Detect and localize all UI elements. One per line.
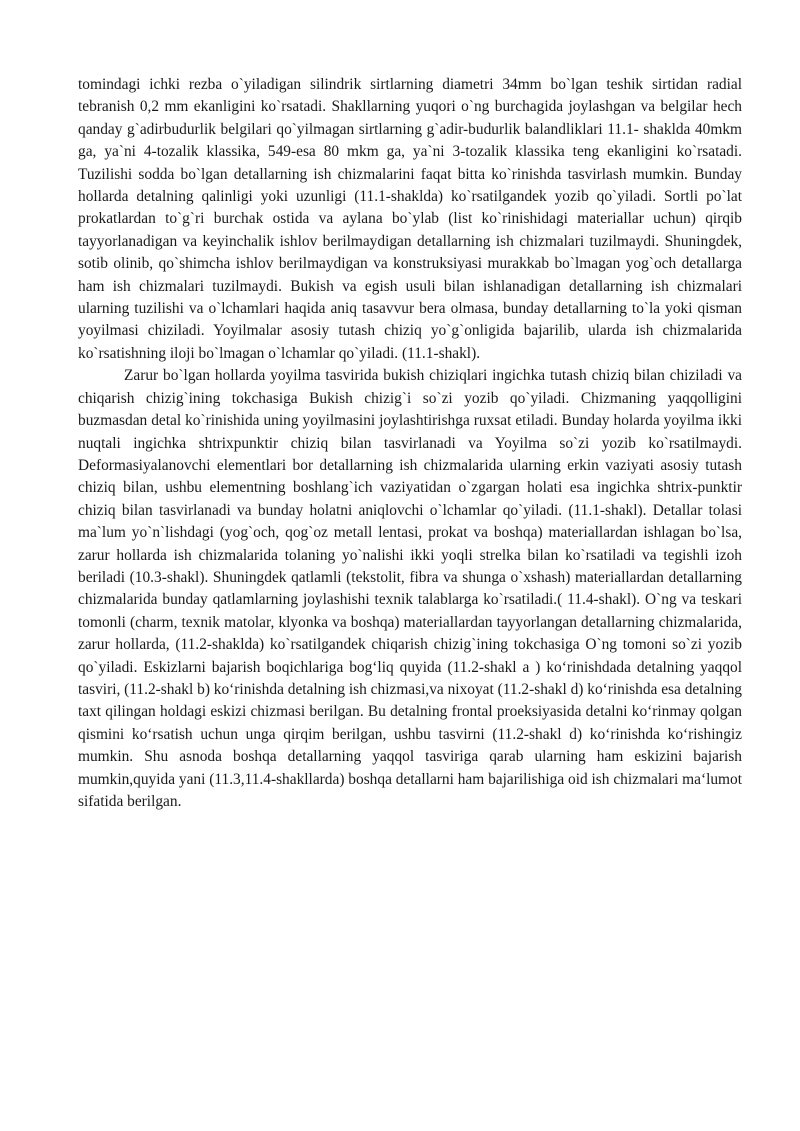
paragraph-2: Zarur bo`lgan hollarda yoyilma tasvirida bukish chiziqlari ingichka tutash chiziq bilan chiziladi va chiqarish chizig`ining tokchasiga Bukish chizig`i so`zi yozib qo`yiladi. Chizmaning yaqqolligini buzmasdan detal ko`rinishida uning yoyilmasini joylashtirishga ruxsat etiladi. Bunday holarda yoyilma ikki nuqtali ingichka shtrixpunktir chiziq bilan tasvirlanadi va Yoyilma so`zi yozib ko`rsatilmaydi. Deformasiyalanovchi elementlari bor detallarning ish chizmalarida ularning erkin vaziyati asosiy tutash chiziq bilan, ushbu elementning boshlang`ich vaziyatidan o`zgargan holati esa ingichka shtrix-punktir chiziq bilan tasvirlanadi va bunday holatni aniqlovchi o`lchamlar qo`yiladi. (11.1-shakl). Detallar tolasi ma`lum yo`n`lishdagi (yog`och, qog`oz metall lentasi, prokat va boshqa) materiallardan ishlagan bo`lsa, zarur hollarda ish chizmalarida tolaning yo`nalishi ikki yoqli strelka bilan ko`rsatiladi va tegishli izoh beriladi (10.3-shakl). Shuningdek qatlamli (tekstolit, fibra va shunga o`xshash) materiallardan detallarning chizmalarida bunday qatlamlarning joylashishi texnik talablarga ko`rsatiladi.( 11.4-shakl). O`ng va teskari tomonli (charm, texnik matolar, klyonka va boshqa) materiallardan tayyorlangan detallarning chizmalarida, zarur hollarda, (11.2-shaklda) ko`rsatilgandek chiqarish chizig`ining tokchasiga O`ng tomoni so`zi yozib qo`yiladi. Eskizlarni bajarish boqichlariga bog‘liq quyida (11.2-shakl a ) ko‘rinishdada detalning yaqqol tasviri, (11.2-shakl b) ko‘rinishda detalning ish chizmasi,va nixoyat (11.2-shakl d) ko‘rinishda esa detalning taxt qilingan holdagi eskizi chizmasi berilgan. Bu detalning frontal proeksiyasida detalni ko‘rinmay qolgan qismini ko‘rsatish uchun unga qirqim berilgan, ushbu tasvirni (11.2-shakl d) ko‘rinishda ko‘rishingiz mumkin. Shu asnoda boshqa detallarning yaqqol tasviriga qarab ularning ham eskizini bajarish mumkin,quyida yani (11.3,11.4-shakllarda) boshqa detallarni ham bajarilishiga oid ish chizmalari ma‘lumot sifatida berilgan.	[78, 367, 742, 810]
document-page	[78, 74, 742, 813]
paragraph-1: tomindagi ichki rezba o`yiladigan silindrik sirtlarning diametri 34mm bo`lgan teshik sirtidan radial tebranish 0,2 mm ekanligini ko`rsatadi. Shakllarning yuqori o`ng burchagida joylashgan va belgilar hech qanday g`adirbudurlik belgilari qo`yilmagan sirtlarning g`adir-budurlik balandliklari 11.1- shaklda 40mkm ga, ya`ni 4-tozalik klassika, 549-esa 80 mkm ga, ya`ni 3-tozalik klassika teng ekanligini ko`rsatadi. Tuzilishi sodda bo`lgan detallarning ish chizmalarini faqat bitta ko`rinishda tasvirlash mumkin. Bunday hollarda detalning qalinligi yoki uzunligi (11.1-shaklda) ko`rsatilgandek yozib qo`yiladi. Sortli po`lat prokatlardan to`g`ri burchak ostida va aylana bo`ylab (list ko`rinishidagi materiallar uchun) qirqib tayyorlanadigan va keyinchalik ishlov berilmaydigan detallarning ish chizmalari tuzilmaydi. Shuningdek, sotib olinib, qo`shimcha ishlov berilmaydigan va konstruksiyasi murakkab bo`lmagan yog`och detallarga ham ish chizmalari tuzilmaydi. Bukish va egish usuli bilan ishlanadigan detallarning ish chizmalari ularning tuzilishi va o`lchamlari haqida aniq tasavvur bera olmasa, bunday detallarning to`la yoki qisman yoyilmasi chiziladi. Yoyilmalar asosiy tutash chiziq yo`g`onligida bajarilib, ularda ish chizmalarida ko`rsatishning iloji bo`lmagan o`lchamlar qo`yiladi. (11.1-shakl).	[78, 76, 742, 362]
